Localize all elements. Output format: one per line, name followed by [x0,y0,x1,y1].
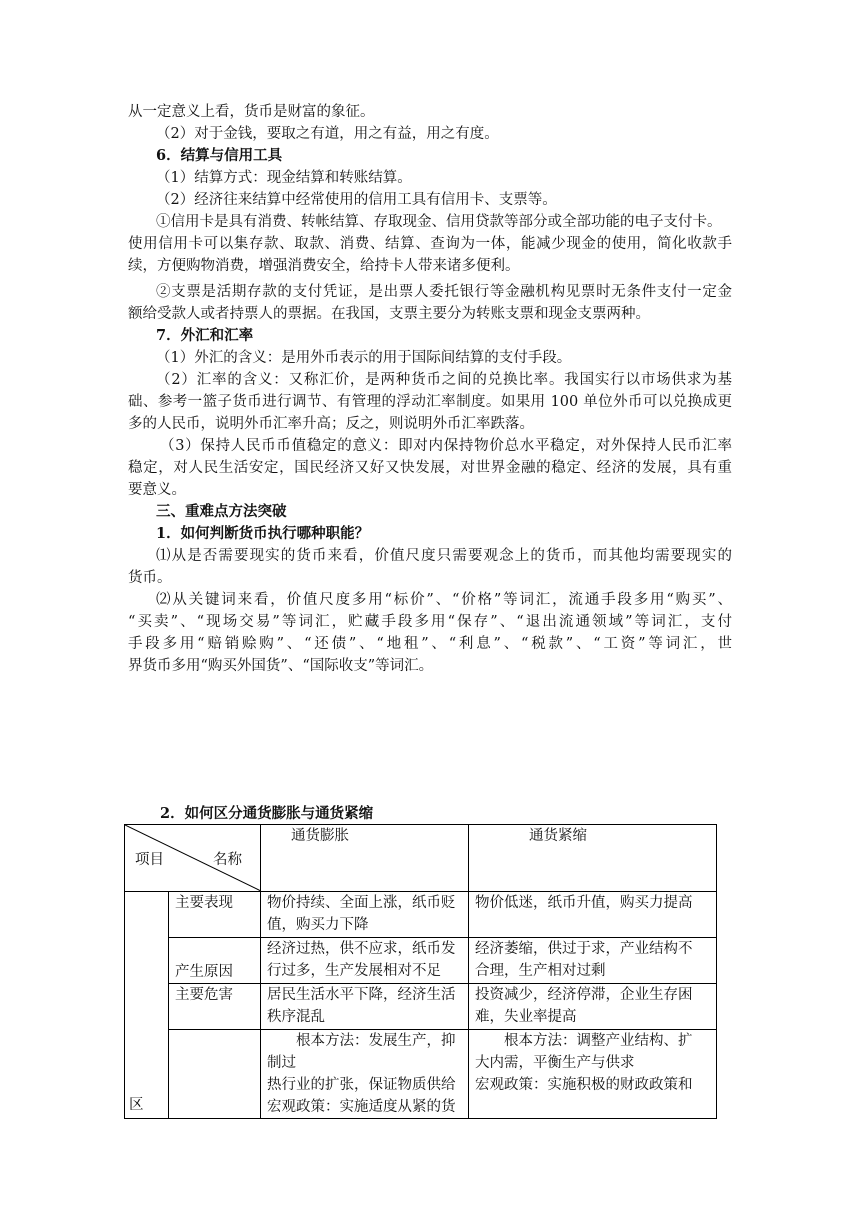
paragraph-line: （2）汇率的含义：又称汇价，是两种货币之间的兑换比率。我国实行以市场供求为基 [156,372,732,388]
table-row [125,984,717,1030]
paragraph-line: （1）外汇的含义：是用外币表示的用于国际间结算的支付手段。 [156,350,572,366]
paragraph-line: 货币。 [128,570,172,586]
column-header-inflation: 通货膨胀 [261,825,469,892]
section-heading-7: 7．外汇和汇率 [156,327,254,344]
inflation-cell: 根本方法：发展生产，抑制过 热行业的扩张，保证物质供给 宏观政策：实施适度从紧的货 [261,1030,469,1119]
paragraph-line: 界货币多用“购买外国货”、“国际收支”等词汇。 [128,658,434,674]
table-row [125,938,717,984]
side-label: 区 [129,1097,144,1113]
paragraph-line: 从一定意义上看，货币是财富的象征。 [128,104,375,120]
paragraph-line: 础、参考一篮子货币进行调节、有管理的浮动汇率制度。如果用 100 单位外币可以兑换成更 [128,394,732,410]
header-item-label: 项目 [135,852,164,868]
deflation-cell: 物价低迷，纸币升值，购买力提高 [469,892,717,938]
paragraph-line: “买卖”、“现场交易”等词汇，贮藏手段多用“保存”、“退出流通领域”等词汇，支付 [128,614,732,630]
row-label: 主要表现 [169,892,261,938]
subsection-heading-2: 2．如何区分通货膨胀与通货紧缩 [160,805,374,822]
paragraph-line: 手段多用“赔销赊购”、“还债”、“地租”、“利息”、“税款”、“工资”等词汇，世 [128,636,732,652]
inflation-cell: 物价持续、全面上涨，纸币贬 值，购买力下降 [261,892,469,938]
section-heading-6: 6．结算与信用工具 [156,147,283,164]
subsection-heading-1: 1．如何判断货币执行哪种职能？ [156,525,370,542]
paragraph-line: （1）结算方式：现金结算和转账结算。 [156,170,412,186]
row-label [169,1030,261,1119]
header-name-label: 名称 [213,852,242,868]
paragraph-line: 使用信用卡可以集存款、取款、消费、结算、查询为一体，能减少现金的使用，简化收款手 [128,236,732,252]
column-header-deflation: 通货紧缩 [469,825,717,892]
paragraph-line: （2）对于金钱，要取之有道，用之有益，用之有度。 [156,126,499,142]
inflation-cell: 居民生活水平下降，经济生活 秩序混乱 [261,984,469,1030]
paragraph-line: 要意义。 [128,482,186,498]
paragraph-line: 稳定，对人民生活安定，国民经济又好又快发展，对世界金融的稳定、经济的发展，具有重 [128,460,732,476]
paragraph-line: 多的人民币，说明外币汇率升高；反之，则说明外币汇率跌落。 [128,416,534,432]
paragraph-line: ②支票是活期存款的支付凭证，是出票人委托银行等金融机构见票时无条件支付一定金 [156,284,732,300]
row-label: 产生原因 [169,938,261,984]
paragraph-line: 额给受款人或者持票人的票据。在我国，支票主要分为转账支票和现金支票两种。 [128,306,650,322]
paragraph-line: ⑴从是否需要现实的货币来看，价值尺度只需要观念上的货币，而其他均需要现实的 [156,548,732,564]
section-heading-3: 三、重难点方法突破 [156,503,287,520]
deflation-cell: 投资减少，经济停滞，企业生存困 难，失业率提高 [469,984,717,1030]
header-diagonal-cell [125,825,261,892]
deflation-cell: 经济萎缩，供过于求，产业结构不 合理，生产相对过剩 [469,938,717,984]
paragraph-line: （2）经济往来结算中经常使用的信用工具有信用卡、支票等。 [156,192,557,208]
table-row [125,1030,717,1119]
row-label: 主要危害 [169,984,261,1030]
deflation-cell: 根本方法：调整产业结构、扩 大内需，平衡生产与供求 宏观政策：实施积极的财政政策和 [469,1030,717,1119]
paragraph-line: （3）保持人民币币值稳定的意义：即对内保持物价总水平稳定，对外保持人民币汇率 [160,438,732,454]
paragraph-line: ①信用卡是具有消费、转帐结算、存取现金、信用贷款等部分或全部功能的电子支付卡。 [156,214,722,230]
side-label-cell [125,892,169,1119]
table-header-row [125,825,717,892]
inflation-cell: 经济过热，供不应求，纸币发 行过多，生产发展相对不足 [261,938,469,984]
paragraph-line: ⑵从关键词来看，价值尺度多用“标价”、“价格”等词汇，流通手段多用“购买”、 [156,592,732,608]
table-row [125,892,717,938]
paragraph-line: 续，方便购物消费，增强消费安全，给持卡人带来诸多便利。 [128,258,520,274]
comparison-table [124,824,717,1119]
